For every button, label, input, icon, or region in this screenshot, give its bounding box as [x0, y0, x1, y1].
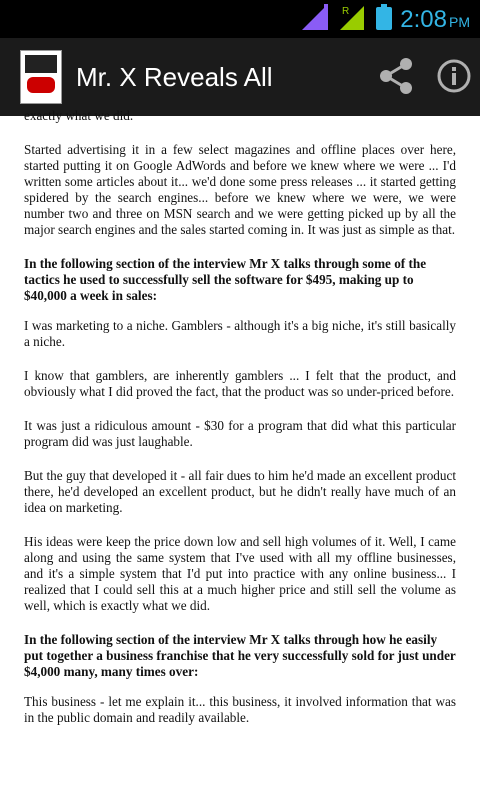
- signal-purple-icon: [302, 4, 332, 35]
- article-paragraph: Started advertising it in a few select magazines and offline places over here, started putting it on Google AdWords and before we knew where we were ... I'd written some articles about it... we'd done some press releases ... it started getting spidered by the search engines... before we knew where we were, we were number two and three on MSN search and we were getting picked up by all the major search engines and the sales started coming in. It was just as simple as that.: [24, 142, 456, 237]
- article-paragraph: I was marketing to a niche. Gamblers - although it's a big niche, it's still basically a niche.: [24, 318, 456, 349]
- status-bar: [0, 0, 480, 38]
- battery-icon: [376, 4, 392, 35]
- clock: [400, 6, 470, 34]
- status-icons: [302, 4, 470, 35]
- info-icon[interactable]: [436, 58, 472, 99]
- action-bar: [0, 38, 480, 116]
- article-paragraph: This business - let me explain it... this business, it involved information that was in the public domain and readily available.: [24, 694, 456, 725]
- app-logo-badge: [27, 77, 55, 93]
- app-title: Mr. X Reveals All: [76, 61, 273, 92]
- article-section-heading: In the following section of the interview Mr X talks through how he easily put together a business franchise that he very successfully sold for just under $4,000 many, many times over:: [24, 632, 456, 679]
- article-body: [0, 108, 480, 726]
- clock-ampm: PM: [449, 13, 470, 30]
- signal-green-icon: [340, 4, 368, 35]
- article-section-heading: In the following section of the interview Mr X talks through some of the tactics he used to successfully sell the software for $495, making up to $40,000 a week in sales:: [24, 256, 427, 303]
- article-paragraph: It was just a ridiculous amount - $30 for a program that did what this particular program did was just laughable.: [24, 418, 456, 449]
- article-paragraph: But the guy that developed it - all fair dues to him he'd made an excellent product there, he'd developed an excellent product, but he didn't really have much of an idea on marketing.: [24, 468, 456, 515]
- share-icon[interactable]: [378, 56, 414, 101]
- article-paragraph: exactly what we did.: [24, 108, 134, 123]
- action-icons: [378, 56, 472, 101]
- roaming-label: R: [342, 6, 350, 17]
- article-paragraph: His ideas were keep the price down low and sell high volumes of it. Well, I came along and using the same system that I've used with all my offline businesses, and it's a simple system that I'd put into practice with any online business... I realized that I could sell this at a much higher price and still sell the volume as well, which is exactly what we did.: [24, 534, 456, 613]
- article-paragraph: I know that gamblers, are inherently gamblers ... I felt that the product, and obviously what I did proved the fact, that the product was so under-priced before.: [24, 368, 456, 399]
- article-view[interactable]: [0, 108, 480, 800]
- app-logo-icon[interactable]: [20, 50, 62, 104]
- clock-time: 2:08: [400, 5, 447, 33]
- app-logo-top: [25, 55, 57, 73]
